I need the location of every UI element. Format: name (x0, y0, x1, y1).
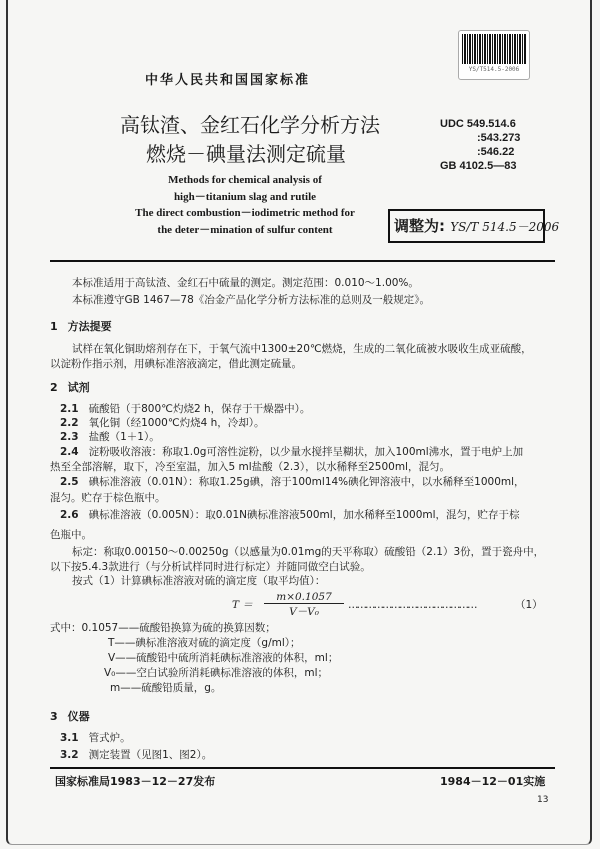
section-number: 1 (50, 320, 58, 333)
item: 2.1 硫酸铅（于800℃灼烧2 h，保存于干燥器中）。 (60, 403, 311, 415)
formula-number: （1） (515, 599, 543, 611)
barcode-code: YS/T514.5-2006 (468, 66, 520, 73)
section-2-heading (50, 381, 90, 394)
paragraph: 以下按5.4.3款进行（与分析试样同时进行标定）并随同做空白试验。 (50, 561, 371, 573)
section-title: 试剂 (67, 381, 90, 394)
formula-lhs: T ＝ (232, 599, 253, 611)
item: 3.1 管式炉。 (60, 732, 131, 744)
section-number: 2 (50, 381, 58, 394)
section-title: 仪器 (67, 710, 90, 723)
intro-text: 本标准遵守GB 1467—78《冶金产品化学分析方法标准的总则及一般规定》。 (72, 294, 431, 306)
formula-denominator: V－V₀ (289, 606, 319, 618)
adjusted-code: YS/T 514.5－2006 (450, 220, 560, 234)
udc-code: :543.273 (477, 132, 521, 144)
variable-def: V₀——空白试验所消耗碘标准溶液的体积，ml； (104, 667, 329, 679)
formula-numerator: m×0.1057 (264, 591, 344, 604)
item: 2.3 盐酸（1＋1）。 (60, 431, 160, 443)
item: 2.5 碘标准溶液（0.01N）：称取1.25g碘，溶于100ml14%碘化钾溶液中，以水稀释至1000ml， (60, 476, 525, 488)
gb-code: GB 4102.5—83 (440, 160, 517, 172)
section-3-heading (50, 710, 90, 723)
item-cont: 混匀。贮存于棕色瓶中。 (50, 492, 166, 504)
paragraph: 标定：称取0.00150～0.00250g（以感量为0.01mg的天平称取）硫酸铅（2.1）3份，置于瓷舟中， (72, 546, 545, 558)
title-en-line: the deter－mination of sulfur content (157, 223, 333, 236)
udc-code: UDC 549.514.6 (440, 118, 516, 130)
title-en-line: Methods for chemical analysis of (168, 174, 322, 186)
header-rule (50, 260, 555, 262)
footer-rule (50, 767, 555, 769)
issue-date: 国家标准局1983－12－27发布 (55, 775, 216, 788)
adjusted-stamp (388, 209, 560, 243)
section-1-heading (50, 320, 112, 333)
section-title: 方法提要 (67, 320, 112, 333)
section-number: 3 (50, 710, 58, 723)
paragraph: 以淀粉作指示剂，用碘标准溶液滴定，借此测定硫量。 (50, 358, 302, 370)
page-number: 13 (537, 795, 549, 805)
adjusted-label: 调整为: (394, 217, 445, 235)
standard-type: 中华人民共和国国家标准 (145, 73, 311, 88)
variable-def: T——碘标准溶液对硫的滴定度（g/ml）； (108, 637, 301, 649)
intro-text: 本标准适用于高钛渣、金红石中硫量的测定。测定范围：0.010～1.00%。 (72, 277, 419, 289)
item: 2.4 淀粉吸收溶液：称取1.0g可溶性淀粉，以少量水搅拌呈糊状，加入100ml沸水，置于电炉上加 (60, 446, 524, 458)
title-en-line: high－titanium slag and rutile (173, 190, 317, 203)
item: 3.2 测定装置（见图1、图2）。 (60, 749, 213, 761)
effective-date: 1984－12－01实施 (440, 775, 546, 788)
paragraph: 按式（1）计算碘标准溶液对硫的滴定度（取平均值）： (72, 575, 326, 587)
item: 2.2 氧化铜（经1000℃灼烧4 h，冷却）。 (60, 417, 265, 429)
formula-leader: ……………………………………… (348, 599, 476, 611)
udc-block (440, 117, 520, 173)
variable-def: 式中：0.1057——硫酸铅换算为硫的换算因数； (50, 622, 276, 634)
barcode-icon (462, 34, 526, 64)
title-en-line: The direct combustion－iodimetric method for (135, 207, 355, 219)
item-cont: 色瓶中。 (50, 529, 92, 541)
variable-def: m——硫酸铅质量，g。 (110, 682, 222, 694)
item-cont: 热至全部溶解，取下，冷至室温，加入5 ml盐酸（2.3），以水稀释至2500ml，混匀。 (50, 461, 450, 473)
title-cn-line2: 燃烧－碘量法测定硫量 (146, 142, 346, 166)
udc-code: :546.22 (477, 146, 515, 158)
item: 2.6 碘标准溶液（0.005N）：取0.01N碘标准溶液500ml，加水稀释至1000ml，混匀，贮存于棕 (60, 509, 520, 521)
title-cn-line1: 高钛渣、金红石化学分析方法 (120, 113, 380, 137)
title-en (120, 172, 370, 238)
paragraph: 试样在氧化铜助熔剂存在下，于氧气流中1300±20℃燃烧，生成的二氧化硫被水吸收生成亚硫酸， (72, 343, 532, 355)
variable-def: V——硫酸铅中硫所消耗碘标准溶液的体积，ml； (108, 652, 339, 664)
barcode-label (458, 30, 530, 80)
